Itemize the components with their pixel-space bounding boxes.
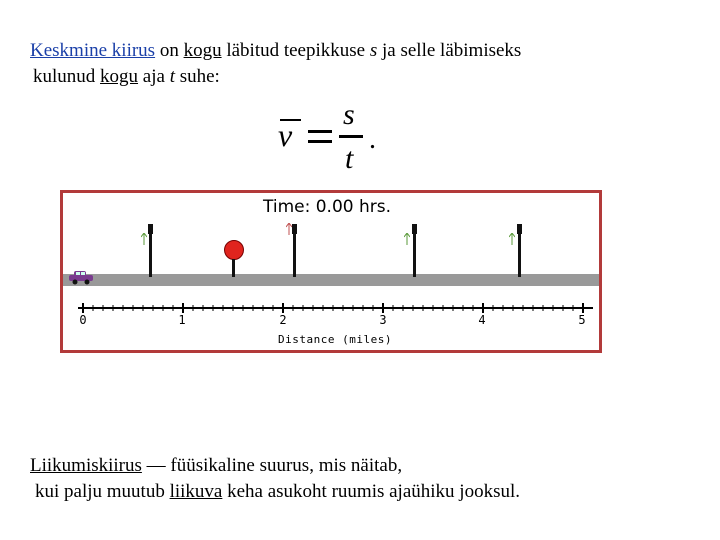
text-fragment: kui palju muutub <box>35 481 170 502</box>
sign-cap-4 <box>517 224 522 234</box>
tick-label: 2 <box>279 313 287 327</box>
car-icon <box>68 269 94 285</box>
text-fragment: keha asukoht ruumis ajaühiku jooksul. <box>222 481 520 502</box>
stop-pole <box>232 259 235 277</box>
sign-pole-4 <box>518 227 521 277</box>
equals-bottom <box>308 140 332 143</box>
liikuva-underlined: liikuva <box>169 481 223 502</box>
tick-label: 5 <box>578 313 586 327</box>
signal-icon-3 <box>404 233 410 245</box>
sign-pole-3 <box>413 227 416 277</box>
distance-axis <box>78 303 593 313</box>
speed-line-1 <box>30 453 520 479</box>
formula-denominator: t <box>345 142 354 172</box>
average-speed-formula <box>275 100 395 172</box>
speed-definition-paragraph <box>30 453 520 505</box>
signal-icon-1 <box>141 233 147 245</box>
axis-title: Distance (miles) <box>278 333 392 346</box>
text-fragment: — füüsikaline suurus, mis näitab, <box>141 455 403 476</box>
equals-top <box>308 130 332 133</box>
definition-paragraph <box>30 38 521 90</box>
signal-icon-2 <box>286 223 292 235</box>
symbol-s: s <box>369 40 378 61</box>
tick-label: 3 <box>379 313 387 327</box>
liikumiskiirus-term: Liikumiskiirus <box>30 455 142 476</box>
signal-icon-4 <box>509 233 515 245</box>
text-fragment: suhe: <box>174 66 220 87</box>
tick-label: 1 <box>178 313 186 327</box>
text-fragment: kulunud <box>33 66 101 87</box>
definition-line-1 <box>30 38 521 64</box>
kogu-underlined: kogu <box>183 40 222 61</box>
tick-label: 0 <box>79 313 87 327</box>
formula-v: v <box>278 117 293 153</box>
definition-line-2 <box>30 64 521 90</box>
keskmine-kiirus-link[interactable]: Keskmine kiirus <box>30 40 156 61</box>
time-label: Time: 0.00 hrs. <box>263 197 392 217</box>
formula-period: . <box>369 124 376 155</box>
speed-line-2 <box>30 479 520 505</box>
text-fragment: läbitud teepikkuse <box>221 40 370 61</box>
sign-cap-2 <box>292 224 297 234</box>
text-fragment: ja selle läbimiseks <box>377 40 522 61</box>
sign-pole-2 <box>293 227 296 277</box>
formula-numerator: s <box>343 100 355 131</box>
tick-label: 4 <box>478 313 486 327</box>
sign-cap-1 <box>148 224 153 234</box>
text-fragment: on <box>155 40 184 61</box>
fraction-bar <box>339 135 363 138</box>
stop-sign-icon <box>224 240 244 260</box>
sign-cap-3 <box>412 224 417 234</box>
symbol-t: t <box>169 66 175 87</box>
speed-animation <box>60 190 602 353</box>
kogu-underlined-2: kogu <box>100 66 139 87</box>
text-fragment: aja <box>138 66 170 87</box>
sign-pole-1 <box>149 227 152 277</box>
